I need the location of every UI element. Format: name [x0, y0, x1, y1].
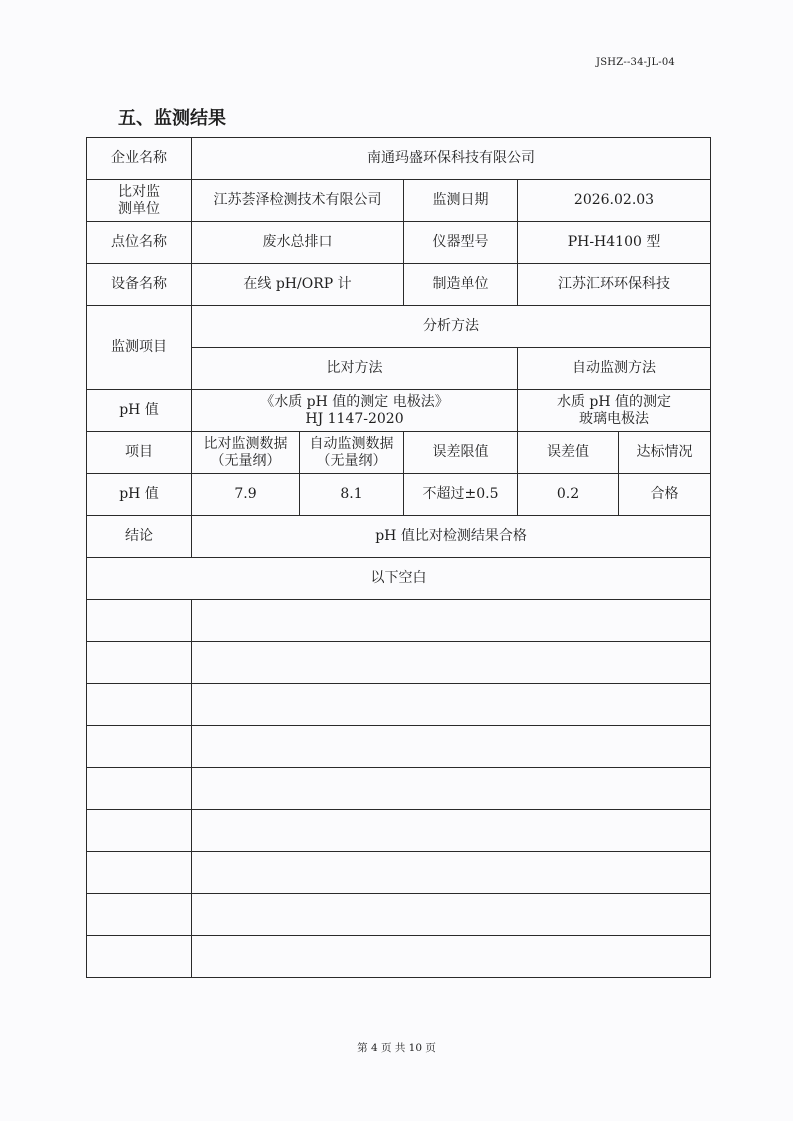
conclusion-value: pH 值比对检测结果合格	[192, 516, 711, 558]
results-cell: 合格	[619, 474, 711, 516]
empty-cell	[87, 726, 192, 768]
empty-row	[87, 852, 711, 894]
empty-cell	[192, 894, 711, 936]
empty-cell	[192, 642, 711, 684]
results-cell: 不超过±0.5	[404, 474, 518, 516]
company-label: 企业名称	[87, 138, 192, 180]
empty-cell	[87, 894, 192, 936]
conclusion-row	[87, 516, 711, 558]
analysis-header-row	[87, 306, 711, 348]
document-code: JSHZ--34-JL-04	[596, 57, 675, 68]
monitoring-results-table	[86, 137, 711, 978]
empty-cell	[192, 726, 711, 768]
section-title: 五、监测结果	[118, 108, 226, 129]
unit-label	[87, 180, 192, 222]
results-header: 达标情况	[619, 432, 711, 474]
empty-row	[87, 768, 711, 810]
empty-cell	[87, 768, 192, 810]
results-cell: 8.1	[300, 474, 404, 516]
results-row	[87, 474, 711, 516]
date-value: 2026.02.03	[518, 180, 711, 222]
model-value: PH-H4100 型	[518, 222, 711, 264]
empty-cell	[192, 600, 711, 642]
empty-cell	[87, 852, 192, 894]
company-row	[87, 138, 711, 180]
device-label: 设备名称	[87, 264, 192, 306]
auto-method-line2: 玻璃电极法	[579, 410, 650, 427]
empty-cell	[87, 936, 192, 978]
maker-label: 制造单位	[404, 264, 518, 306]
unit-label-text: 比对监测单位	[118, 183, 160, 217]
results-header-text: 自动监测数据（无量纲）	[309, 435, 394, 469]
compare-method-cell	[192, 390, 518, 432]
empty-cell	[87, 642, 192, 684]
unit-row	[87, 180, 711, 222]
auto-method-label: 自动监测方法	[518, 348, 711, 390]
empty-row	[87, 936, 711, 978]
model-label: 仪器型号	[404, 222, 518, 264]
results-header: 误差值	[518, 432, 619, 474]
empty-cell	[87, 684, 192, 726]
date-label: 监测日期	[404, 180, 518, 222]
ph-method-label: pH 值	[87, 390, 192, 432]
empty-row	[87, 684, 711, 726]
results-header: 误差限值	[404, 432, 518, 474]
compare-method-line1: 《水质 pH 值的测定 电极法》	[260, 393, 449, 410]
results-header	[300, 432, 404, 474]
empty-row	[87, 600, 711, 642]
results-cell: pH 值	[87, 474, 192, 516]
ph-method-row	[87, 390, 711, 432]
page-footer: 第 4 页 共 10 页	[357, 1042, 436, 1054]
results-cell: 7.9	[192, 474, 300, 516]
point-value: 废水总排口	[192, 222, 404, 264]
monitoring-item-label: 监测项目	[87, 306, 192, 390]
empty-cell	[192, 936, 711, 978]
results-header: 项目	[87, 432, 192, 474]
point-row	[87, 222, 711, 264]
device-row	[87, 264, 711, 306]
results-header	[192, 432, 300, 474]
empty-cell	[192, 852, 711, 894]
compare-method-label: 比对方法	[192, 348, 518, 390]
empty-row	[87, 894, 711, 936]
empty-cell	[87, 600, 192, 642]
empty-cell	[192, 810, 711, 852]
empty-cell	[87, 810, 192, 852]
results-header-row	[87, 432, 711, 474]
analysis-method-label: 分析方法	[192, 306, 711, 348]
blank-note-row	[87, 558, 711, 600]
empty-row	[87, 726, 711, 768]
conclusion-label: 结论	[87, 516, 192, 558]
empty-row	[87, 642, 711, 684]
results-cell: 0.2	[518, 474, 619, 516]
maker-value: 江苏汇环环保科技	[518, 264, 711, 306]
empty-cell	[192, 768, 711, 810]
point-label: 点位名称	[87, 222, 192, 264]
blank-note: 以下空白	[87, 558, 711, 600]
auto-method-line1: 水质 pH 值的测定	[556, 393, 672, 410]
company-value: 南通玛盛环保科技有限公司	[192, 138, 711, 180]
auto-method-cell	[518, 390, 711, 432]
device-value: 在线 pH/ORP 计	[192, 264, 404, 306]
empty-row	[87, 810, 711, 852]
compare-method-line2: HJ 1147-2020	[305, 410, 404, 427]
empty-cell	[192, 684, 711, 726]
results-header-text: 比对监测数据（无量纲）	[203, 435, 288, 469]
unit-value: 江苏荟泽检测技术有限公司	[192, 180, 404, 222]
